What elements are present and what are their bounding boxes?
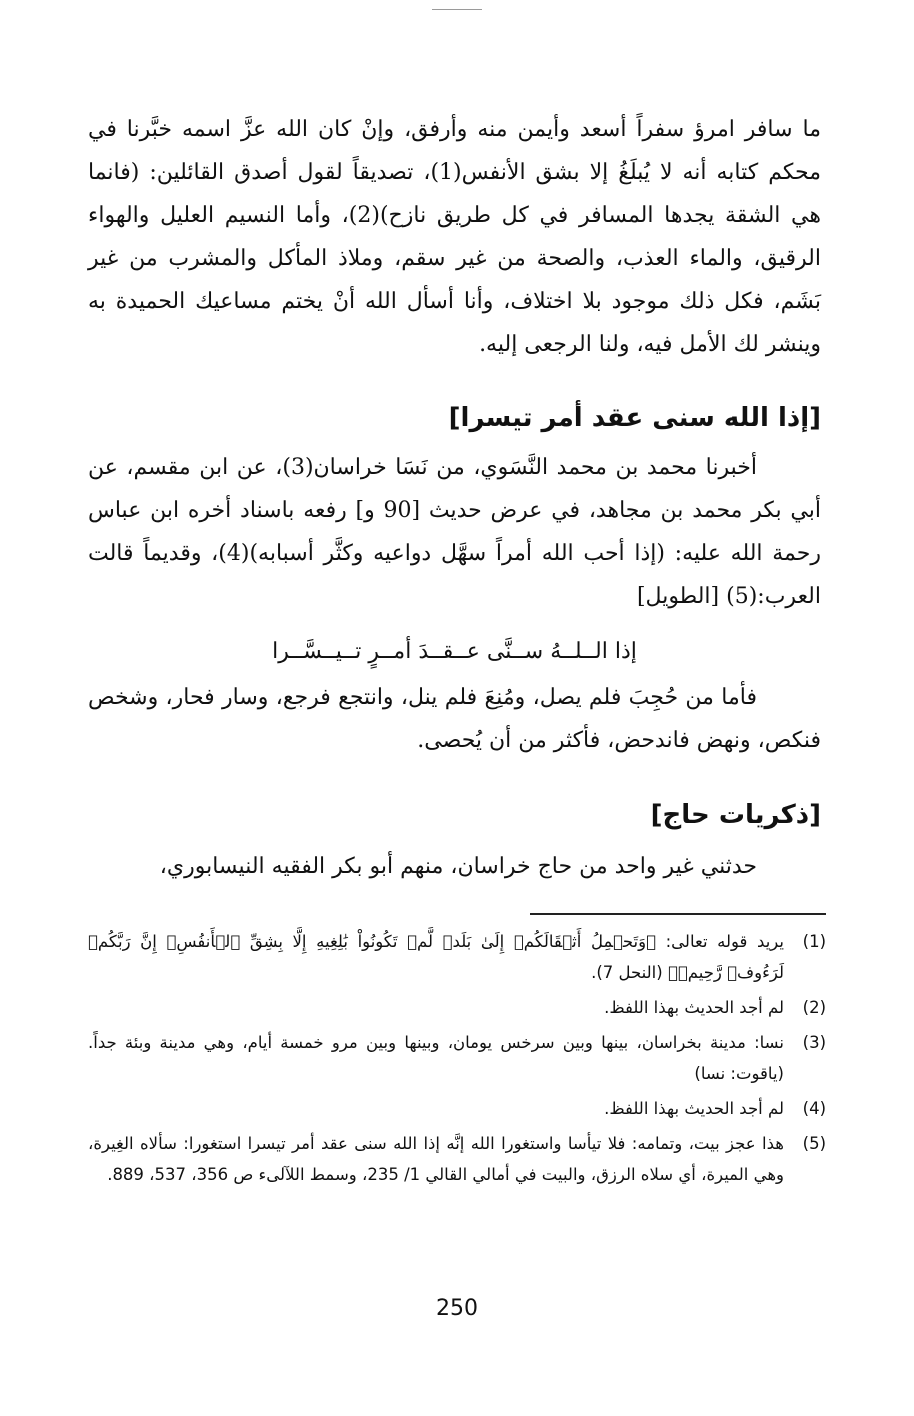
top-rule [432,9,482,10]
page-number: 250 [436,1296,478,1321]
section-heading-1: [إذا الله سنى عقد أمر تيسرا] [448,403,821,433]
footnote-4 [88,1093,826,1124]
paragraph-4-text: حدثني غير واحد من حاج خراسان، منهم أبو بكر الفقيه النيسابوري، [159,854,757,879]
footnote-2 [88,992,826,1023]
poetry-verse: إذا الــلــهُ ســنَّى عــقــدَ أمــرٍ تــيــسَّــرا [272,639,637,664]
footnote-5 [88,1128,826,1190]
footnote-text: هذا عجز بيت، وتمامه: فلا تيأسا واستغورا الله إنَّه إذا الله سنى عقد أمر تيسرا استغورا: سألاه الغِيرة، وهي الميرة، أي سلاه الرزق، والبيت في أمالي القالي 1/ 235، وسمط اللآلىء ص 356، 537، 889. [88,1134,784,1184]
footnote-text: لم أجد الحديث بهذا اللفظ. [604,1099,784,1118]
section-heading-2: [ذكريات حاج] [650,800,821,830]
footnote-number: (2) [802,998,826,1017]
footnote-number: (4) [802,1099,826,1118]
paragraph-3-text: فأما من حُجِبَ فلم يصل، ومُنِعَ فلم ينل، وانتجع فرجع، وسار فحار، وشخص فنكص، ونهض فاندحض، فأكثر من أن يُحصى. [88,685,821,753]
footnote-3 [88,1027,826,1089]
footnote-separator [530,913,826,915]
footnote-text: يريد قوله تعالى: ﴿وَتَحۡمِلُ أَثۡقَالَكُمۡ إِلَىٰ بَلَدٖ لَّمۡ تَكُونُواْ بَٰلِغِيهِ إِلَّا بِشِقِّ ٱلۡأَنفُسِۚ إِنَّ رَبَّكُمۡ لَرَءُوفٞ رَّحِيمٞ﴾ (النحل 7). [88,932,784,982]
footnotes [88,926,826,1194]
paragraph-1-text: ما سافر امرؤ سفراً أسعد وأيمن منه وأرفق، وإنْ كان الله عزَّ اسمه خبَّرنا في محكم كتابه أنه لا يُبلَغُ إلا بشق الأنفس(1)، تصديقاً لقول أصدق القائلين: (فانما هي الشقة يجدها المسافر في كل طريق نازح)(2)، وأما النسيم العليل والهواء الرقيق، والماء العذب، والصحة من غير سقم، وملاذ المأكل والمشرب من غير بَشَم، فكل ذلك موجود بلا اختلاف، وأنا أسأل الله أنْ يختم مساعيك الحميدة به وينشر لك الأمل فيه، ولنا الرجعى إليه. [88,117,821,357]
paragraph-3 [88,676,821,762]
footnote-number: (1) [802,932,826,951]
footnote-number: (3) [802,1033,826,1052]
paragraph-1 [88,108,821,366]
paragraph-4 [88,845,821,888]
paragraph-2 [88,446,821,618]
footnote-number: (5) [802,1134,826,1153]
paragraph-2-text: أخبرنا محمد بن محمد النَّسَوي، من نَسَا خراسان(3)، عن ابن مقسم، عن أبي بكر محمد بن مجاهد، في عرض حديث [90 و] رفعه باسناد أخره ابن عباس رحمة الله عليه: (إذا أحب الله أمراً سهَّل دواعيه وكثَّر أسبابه)(4)، وقديماً قالت العرب:(5) [الطويل] [88,455,821,609]
footnote-1 [88,926,826,988]
footnote-text: نسا: مدينة بخراسان، بينها وبين سرخس يومان، وبينها وبين مرو خمسة أيام، وهي مدينة وبئة جداً. (ياقوت: نسا) [88,1033,784,1083]
footnote-text: لم أجد الحديث بهذا اللفظ. [604,998,784,1017]
